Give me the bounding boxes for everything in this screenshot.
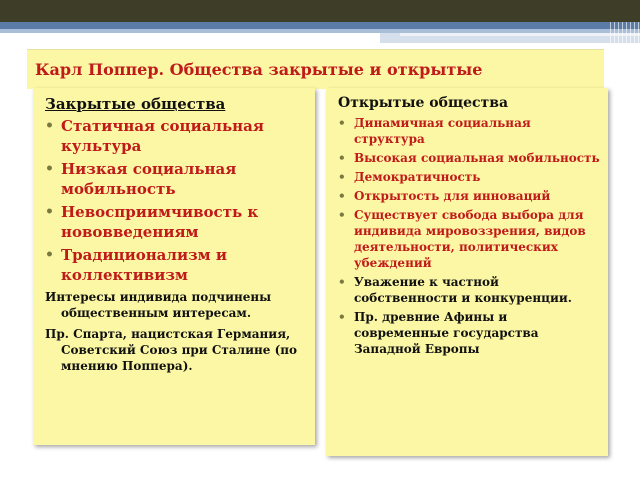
list-item: • Пр. древние Афины и современные государства Западной Европы: [338, 309, 604, 357]
list-item: • Уважение к частной собственности и конкуренции.: [338, 274, 604, 306]
list-item: • Традиционализм и коллективизм: [45, 245, 307, 285]
top-decor-stripe-highlight: [400, 33, 640, 36]
title-box: [27, 49, 604, 89]
top-decor-stripe: [0, 22, 640, 29]
list-item: • Низкая социальная мобильность: [45, 159, 307, 199]
top-decor-band: [0, 0, 640, 22]
list-item: • Высокая социальная мобильность: [338, 150, 604, 166]
closed-societies-note-examples: Пр. Спарта, нацистская Германия, Советский Союз при Сталине (по мнению Поппера).: [45, 327, 298, 373]
closed-societies-heading: Закрытые общества: [45, 95, 226, 113]
open-societies-heading: Открытые общества: [338, 95, 509, 111]
list-item: • Демократичность: [338, 169, 604, 185]
open-societies-list: [338, 115, 604, 357]
list-item: • Динамичная социальная структура: [338, 115, 604, 147]
slide-title: Карл Поппер. Общества закрытые и открытые: [35, 60, 483, 79]
closed-societies-list: [45, 116, 307, 285]
top-decor-ticks: [610, 22, 640, 46]
open-societies-panel: [326, 88, 608, 456]
list-item: • Открытость для инноваций: [338, 188, 604, 204]
closed-societies-note-interests: Интересы индивида подчинены общественным интересам.: [45, 290, 272, 320]
list-item: • Статичная социальная культура: [45, 116, 307, 156]
closed-societies-panel: [33, 88, 315, 445]
list-item: • Существует свобода выбора для индивида мировоззрения, видов деятельности, политических убеждений: [338, 207, 604, 271]
list-item: • Невосприимчивость к нововведениям: [45, 202, 307, 242]
